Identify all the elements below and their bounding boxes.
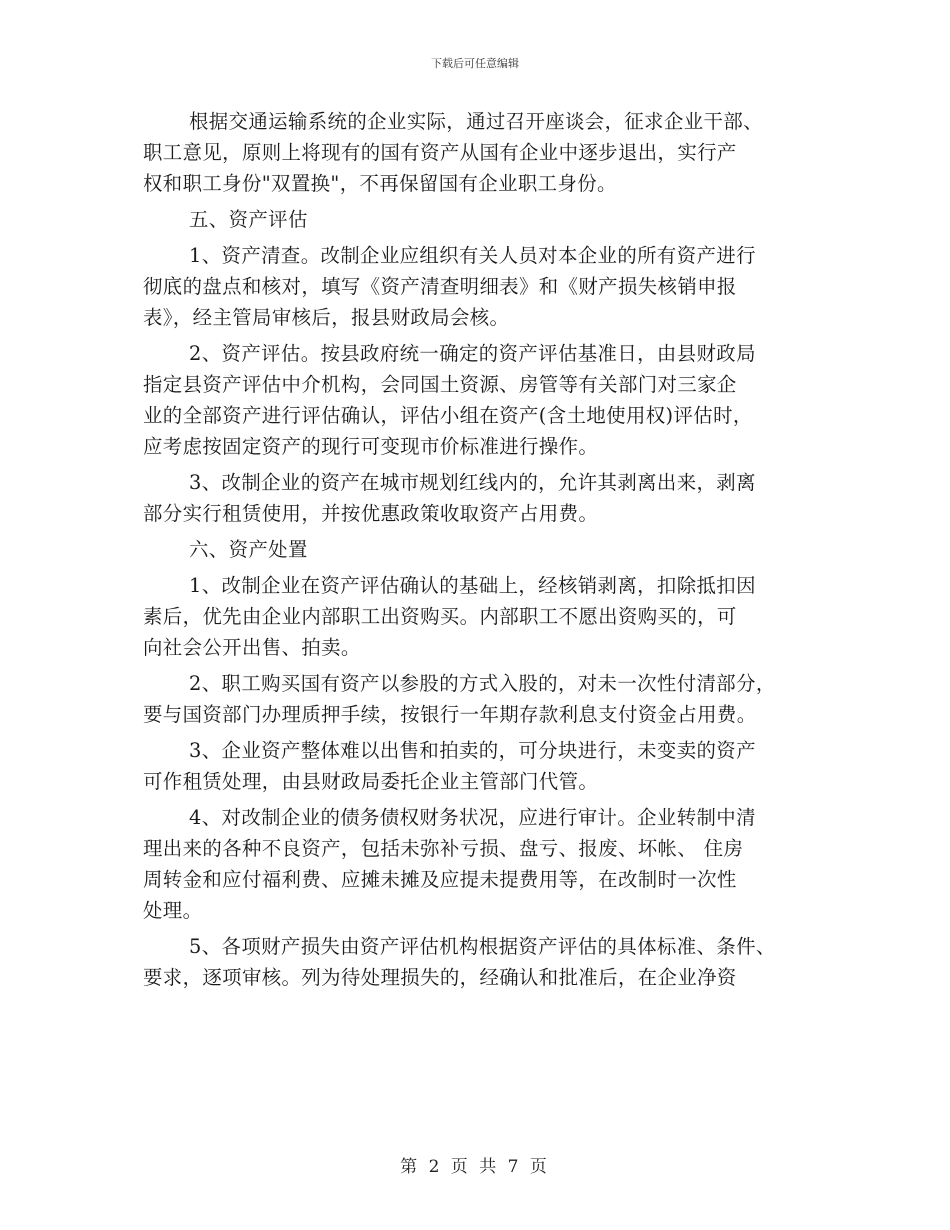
paragraph	[143, 467, 815, 529]
paragraph	[143, 802, 815, 926]
text-line: 2、职工购买国有资产以参股的方式入股的，对未一次性付清部分，	[189, 672, 776, 695]
text-line: 权和职工身份"双置换"，不再保留国有企业职工身份。	[143, 172, 617, 195]
text-line: 理出来的各种不良资产，包括未弥补亏损、盘亏、报废、坏帐、 住房	[143, 837, 744, 860]
paragraph	[143, 338, 815, 462]
text-line: 要求，逐项审核。列为待处理损失的，经确认和批准后，在企业净资	[143, 966, 737, 989]
paragraph	[143, 931, 815, 993]
text-line: 可作租赁处理，由县财政局委托企业主管部门代管。	[143, 770, 599, 793]
text-line: 职工意见，原则上将现有的国有资产从国有企业中逐步退出，实行产	[143, 141, 737, 164]
text-line: 表》，经主管局审核后，报县财政局会核。	[143, 306, 510, 329]
text-line: 周转金和应付福利费、应摊未摊及应提未提费用等，在改制时一次性	[143, 868, 737, 891]
text-line: 1、资产清查。改制企业应组织有关人员对本企业的所有资产进行	[189, 244, 756, 267]
section-heading	[143, 204, 815, 235]
document-body	[143, 106, 815, 993]
text-line: 3、企业资产整体难以出售和拍卖的，可分块进行，未变卖的资产	[189, 739, 756, 762]
page-header: 下载后可任意编辑	[431, 57, 519, 70]
section-heading	[143, 534, 815, 565]
text-line: 部分实行租赁使用，并按优惠政策收取资产占用费。	[143, 502, 599, 525]
text-line: 3、改制企业的资产在城市规划红线内的，允许其剥离出来，剥离	[189, 471, 756, 494]
text-line: 根据交通运输系统的企业实际，通过召开座谈会，征求企业干部、	[189, 110, 763, 133]
text-line: 4、对改制企业的债务债权财务状况，应进行审计。企业转制中清	[189, 806, 756, 829]
paragraph	[143, 240, 815, 333]
text-line: 六、资产处置	[189, 538, 308, 561]
text-line: 指定县资产评估中介机构，会同国土资源、房管等有关部门对三家企	[143, 373, 737, 396]
text-line: 彻底的盘点和核对，填写《资产清查明细表》和《财产损失核销申报	[143, 275, 737, 298]
text-line: 应考虑按固定资产的现行可变现市价标准进行操作。	[143, 435, 599, 458]
paragraph	[143, 106, 815, 199]
text-line: 5、各项财产损失由资产评估机构根据资产评估的具体标准、条件、	[189, 935, 776, 958]
paragraph	[143, 570, 815, 663]
text-line: 五、资产评估	[189, 208, 308, 231]
paragraph	[143, 735, 815, 797]
paragraph	[143, 668, 815, 730]
text-line: 向社会公开出售、拍卖。	[143, 636, 361, 659]
text-line: 2、资产评估。按县政府统一确定的资产评估基准日，由县财政局	[189, 342, 756, 365]
text-line: 业的全部资产进行评估确认，评估小组在资产(含土地使用权)评估时，	[143, 404, 753, 427]
text-line: 1、改制企业在资产评估确认的基础上，经核销剥离，扣除抵扣因	[189, 574, 756, 597]
page-footer: 第 2 页 共 7 页	[400, 1157, 550, 1177]
text-line: 处理。	[143, 899, 203, 922]
text-line: 素后，优先由企业内部职工出资购买。内部职工不愿出资购买的，可	[143, 605, 737, 628]
text-line: 要与国资部门办理质押手续，按银行一年期存款利息支付资金占用费。	[143, 703, 757, 726]
